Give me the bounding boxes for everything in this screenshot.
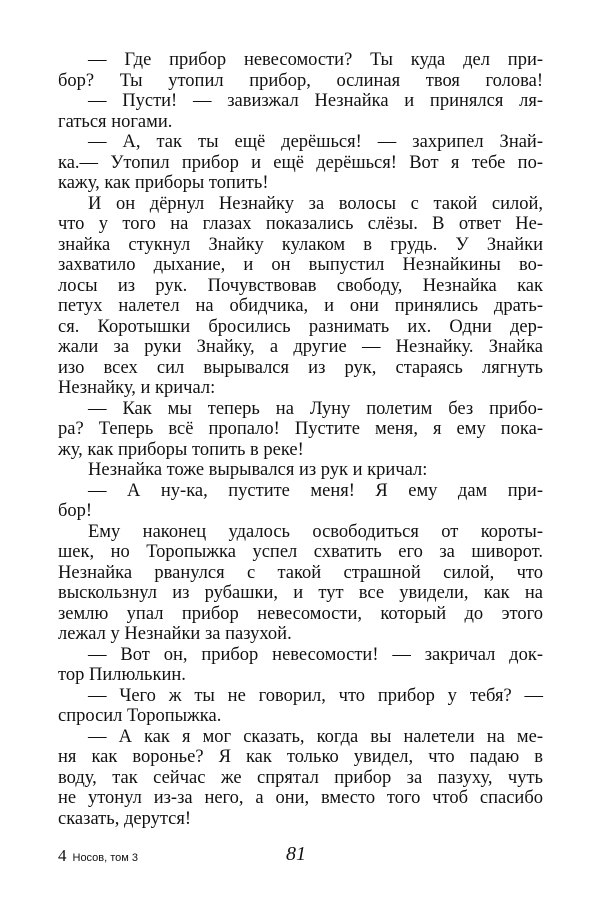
text-line: бор? Ты утопил прибор, ослиная твоя голова!	[58, 70, 543, 91]
text-line: Незнайка рванулся с такой страшной силой, что	[58, 562, 543, 583]
signature-number: 4	[58, 846, 67, 865]
text-line: — А ну-ка, пустите меня! Я ему дам при-	[88, 480, 543, 501]
text-line: жу, как приборы топить в реке!	[58, 439, 304, 460]
text-line: петух налетел на обидчика, и они принялись драть-	[58, 296, 543, 316]
text-line: — А как я мог сказать, когда вы налетели на ме-	[88, 726, 543, 747]
text-line: сказать, дерутся!	[58, 808, 192, 829]
text-line: ня как воронье? Я как только увидел, что падаю в	[58, 747, 543, 767]
text-line: — Чего ж ты не говорил, что прибор у тебя? —	[88, 685, 543, 706]
text-line: не утонул из-за него, а они, вместо того чтоб спасибо	[58, 788, 543, 808]
text-line: жали за руки Знайку, а другие — Незнайку. Знайка	[58, 337, 543, 357]
text-line: И он дёрнул Незнайку за волосы с такой силой,	[88, 193, 543, 214]
text-line: тор Пилюлькин.	[58, 665, 186, 685]
text-line: шек, но Торопыжка успел схватить его за шиворот.	[58, 542, 543, 562]
text-line: ка.— Утопил прибор и ещё дерёшься! Вот я тебе по-	[58, 152, 543, 173]
text-line: выскользнул из рубашки, и тут все увидели, как на	[58, 583, 543, 603]
text-line: — Где прибор невесомости? Ты куда дел при-	[88, 50, 543, 70]
text-line: лежал у Незнайки за пазухой.	[58, 624, 292, 644]
text-line: Незнайка тоже вырывался из рук и кричал:	[88, 460, 428, 480]
text-line: Незнайку, и кричал:	[58, 378, 216, 398]
text-line: лосы из рук. Почувствовав свободу, Незнайка как	[58, 275, 543, 296]
text-line: спросил Торопыжка.	[58, 706, 222, 726]
text-line: землю упал прибор невесомости, который до этого	[58, 603, 543, 624]
text-line: Ему наконец удалось освободиться от короты-	[88, 521, 543, 542]
signature-text: Носов, том 3	[72, 852, 139, 864]
text-line: — Вот он, прибор невесомости! — закричал док-	[88, 644, 543, 665]
text-line: — Пусти! — завизжал Незнайка и принялся ля-	[88, 91, 543, 111]
text-line: ся. Коротышки бросились разнимать их. Одни дер-	[58, 316, 543, 337]
text-line: захватило дыхание, и он выпустил Незнайкины во-	[58, 255, 543, 275]
text-line: что у того на глазах показались слёзы. В ответ Не-	[58, 214, 543, 234]
text-line: ра? Теперь всё пропало! Пустите меня, я ему пока-	[58, 419, 543, 439]
text-line: — А, так ты ещё дерёшься! — захрипел Знай-	[88, 132, 543, 152]
text-line: гаться ногами.	[58, 111, 173, 132]
text-line: — Как мы теперь на Луну полетим без прибо-	[88, 398, 543, 419]
text-line: кажу, как приборы топить!	[58, 173, 269, 193]
text-line: знайка стукнул Знайку кулаком в грудь. У Знайки	[58, 234, 543, 255]
printer-signature	[58, 846, 138, 868]
text-line: изо всех сил вырывался из рук, стараясь лягнуть	[58, 357, 543, 378]
text-line: воду, так сейчас же спрятал прибор за пазуху, чуть	[58, 767, 543, 788]
text-line: бор!	[58, 501, 93, 521]
page-number: 81	[286, 843, 306, 865]
